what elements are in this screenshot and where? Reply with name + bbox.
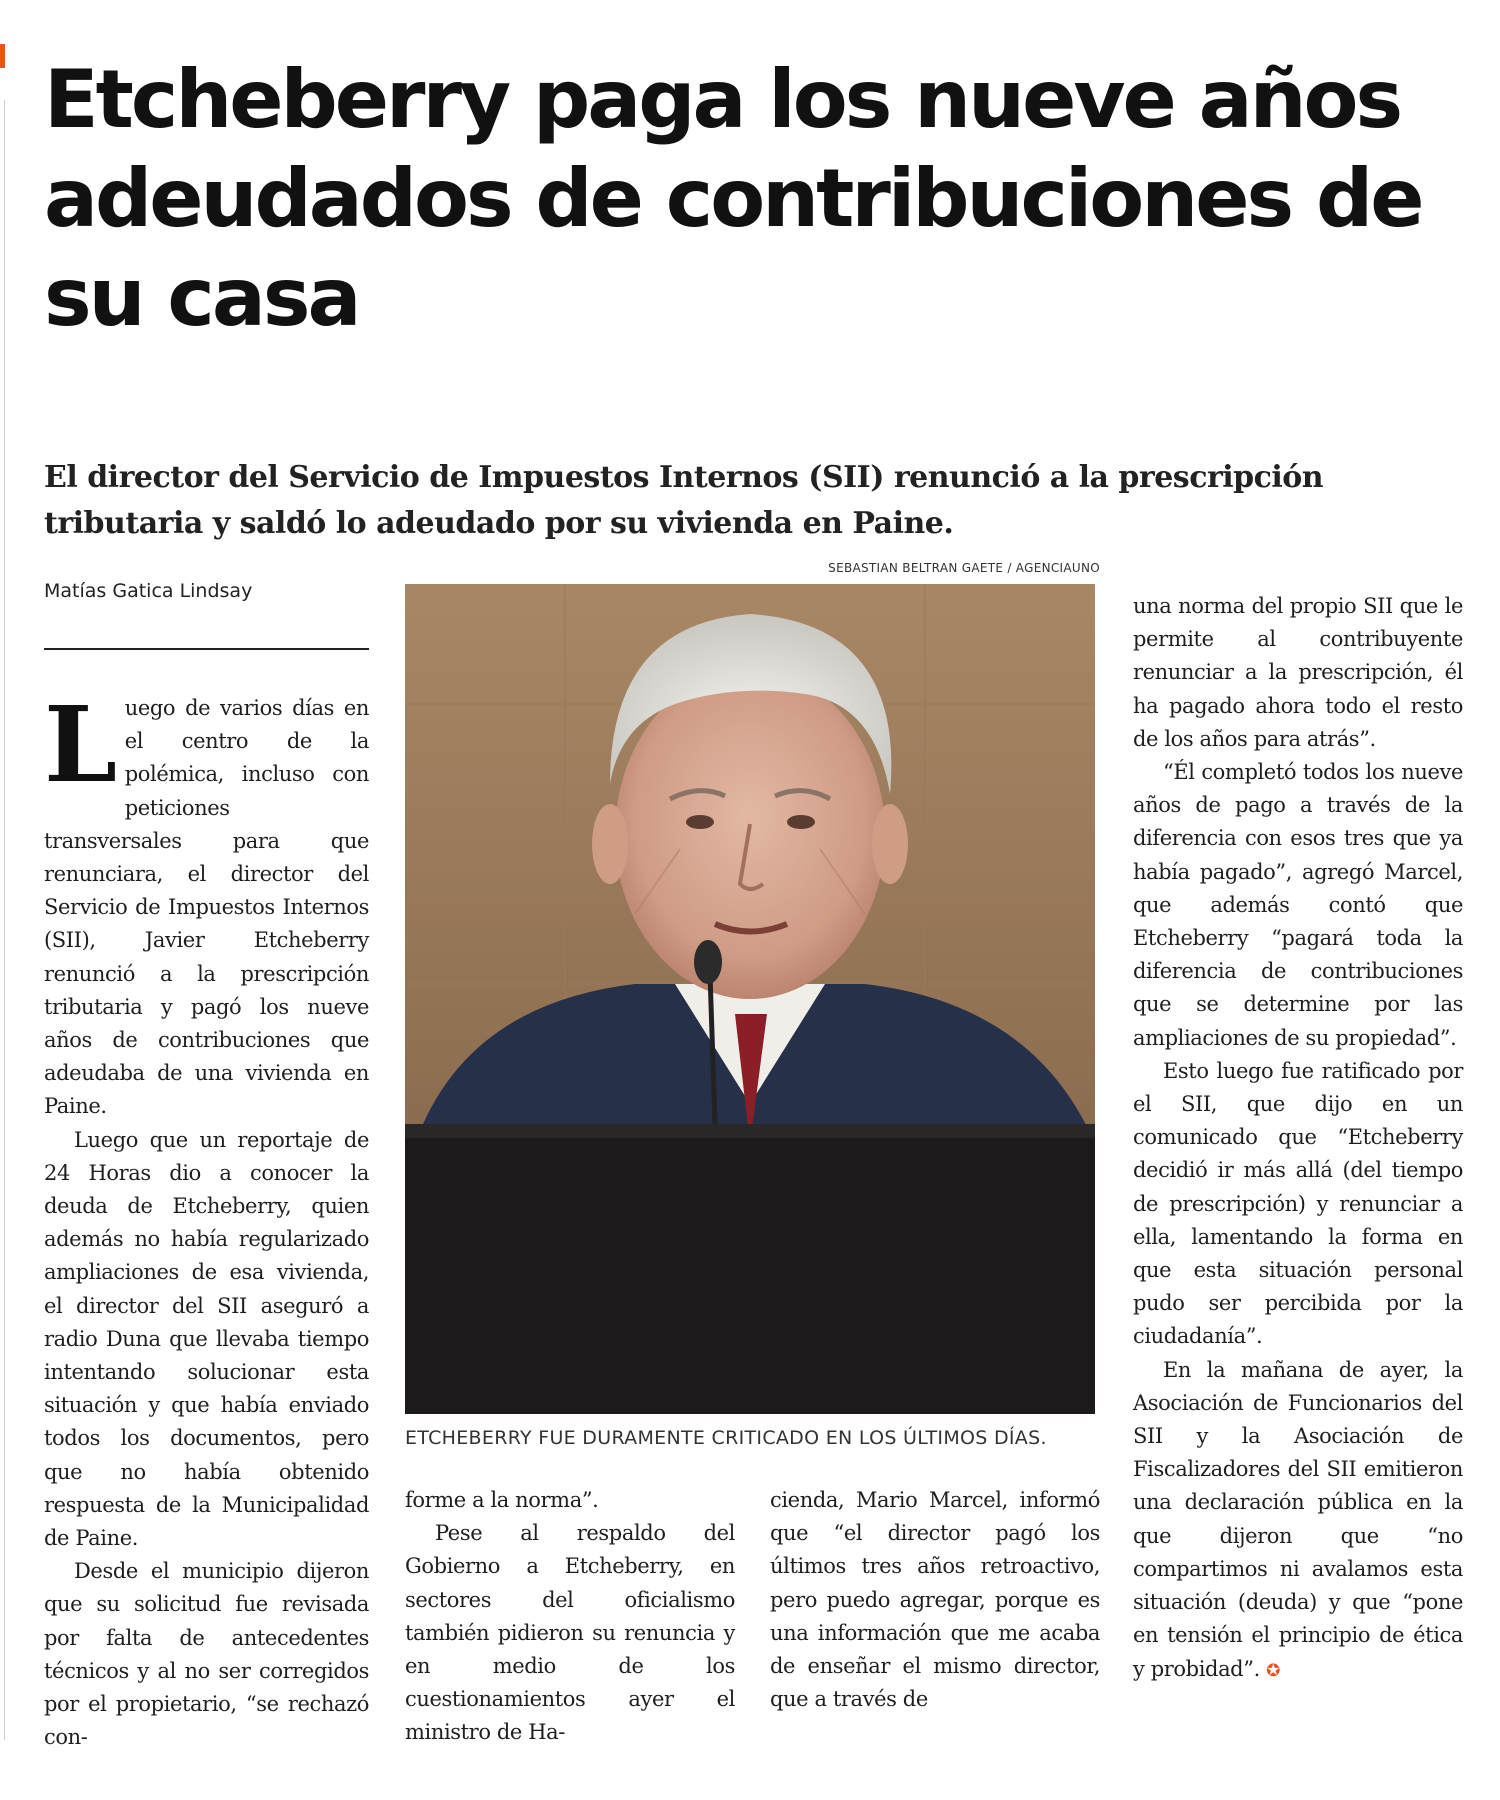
article-column-4 <box>1133 590 1463 1775</box>
article-column-3 <box>770 1484 1100 1774</box>
paragraph <box>44 683 369 1124</box>
paragraph <box>1133 1354 1463 1688</box>
paragraph: forme a la norma”. <box>405 1488 599 1512</box>
deck-subheadline: El director del Servicio de Impuestos Internos (SII) renunció a la prescripción tributaria y saldó lo adeudado por su vivienda en Paine. <box>44 460 1324 541</box>
paragraph-text: uego de varios días en el centro de la polémica, incluso con peticiones transversales para que renunciara, el director del Servicio de Impuestos Internos (SII), Javier Etcheberry renunció a la prescripción tributaria y pagó los nueve años de contribuciones que adeudaba de una vivienda en Paine. <box>44 696 369 1119</box>
paragraph: Luego que un reportaje de 24 Horas dio a conocer la deuda de Etcheberry, quien además no había regularizado ampliaciones de esa vivienda, el director del SII aseguró a radio Duna que llevaba tiempo intentando solucionar esta situación y que había enviado todos los documentos, pero que no había obtenido respuesta de la Municipalidad de Paine. <box>44 1127 369 1551</box>
paragraph-text: En la mañana de ayer, la Asociación de Funcionarios del SII y la Asociación de Fiscalizadores del SII emitieron una declaración pública en la que dijeron que “no compartimos ni avalamos esta situación (deuda) y que “pone en tensión el principio de ética y probidad”. <box>1133 1357 1463 1681</box>
paragraph: Desde el municipio dijeron que su solicitud fue revisada por falta de antecedentes técnicos y al no ser corregidos por el propietario, “se rechazó con- <box>44 1559 369 1750</box>
paragraph: Pese al respaldo del Gobierno a Etcheberry, en sectores del oficialismo también pidieron su renuncia y en medio de los cuestionamientos ayer el ministro de Ha- <box>405 1521 735 1745</box>
headline: Etcheberry paga los nueve años adeudados de contribuciones de su casa <box>44 53 1422 344</box>
paragraph: Esto luego fue ratificado por el SII, que dijo en un comunicado que “Etcheberry decidió ir más allá (del tiempo de prescripción) y renunciar a ella, lamentando la forma en que esta situación personal pudo ser percibida por la ciudadanía”. <box>1133 1058 1463 1349</box>
article-column-2 <box>405 1484 735 1774</box>
byline: Matías Gatica Lindsay <box>44 580 253 602</box>
paragraph: cienda, Mario Marcel, informó que “el director pagó los últimos tres años retroactivo, pero puedo agregar, porque es una información que me acaba de enseñar el mismo director, que a través de <box>770 1488 1100 1712</box>
drop-cap: L <box>44 683 117 806</box>
end-of-article-icon: ✪ <box>1266 1660 1280 1681</box>
paragraph: una norma del propio SII que le permite al contribuyente renunciar a la prescripción, él ha pagado ahora todo el resto de los años para atrás”. <box>1133 594 1463 751</box>
article-column-1 <box>44 683 369 1772</box>
photo-credit: SEBASTIAN BELTRAN GAETE / AGENCIAUNO <box>828 561 1100 575</box>
left-margin-rule <box>4 100 5 1740</box>
byline-divider <box>44 648 369 650</box>
article-photo <box>405 584 1095 1414</box>
photo-illustration <box>405 584 1095 1414</box>
paragraph: “Él completó todos los nueve años de pago a través de la diferencia con esos tres que ya había pagado”, agregó Marcel, que además contó que Etcheberry “pagará toda la diferencia de contribuciones que se determine por las ampliaciones de su propiedad”. <box>1133 760 1463 1050</box>
section-accent-bar <box>0 44 5 68</box>
photo-caption: ETCHEBERRY FUE DURAMENTE CRITICADO EN LOS ÚLTIMOS DÍAS. <box>405 1427 1047 1449</box>
